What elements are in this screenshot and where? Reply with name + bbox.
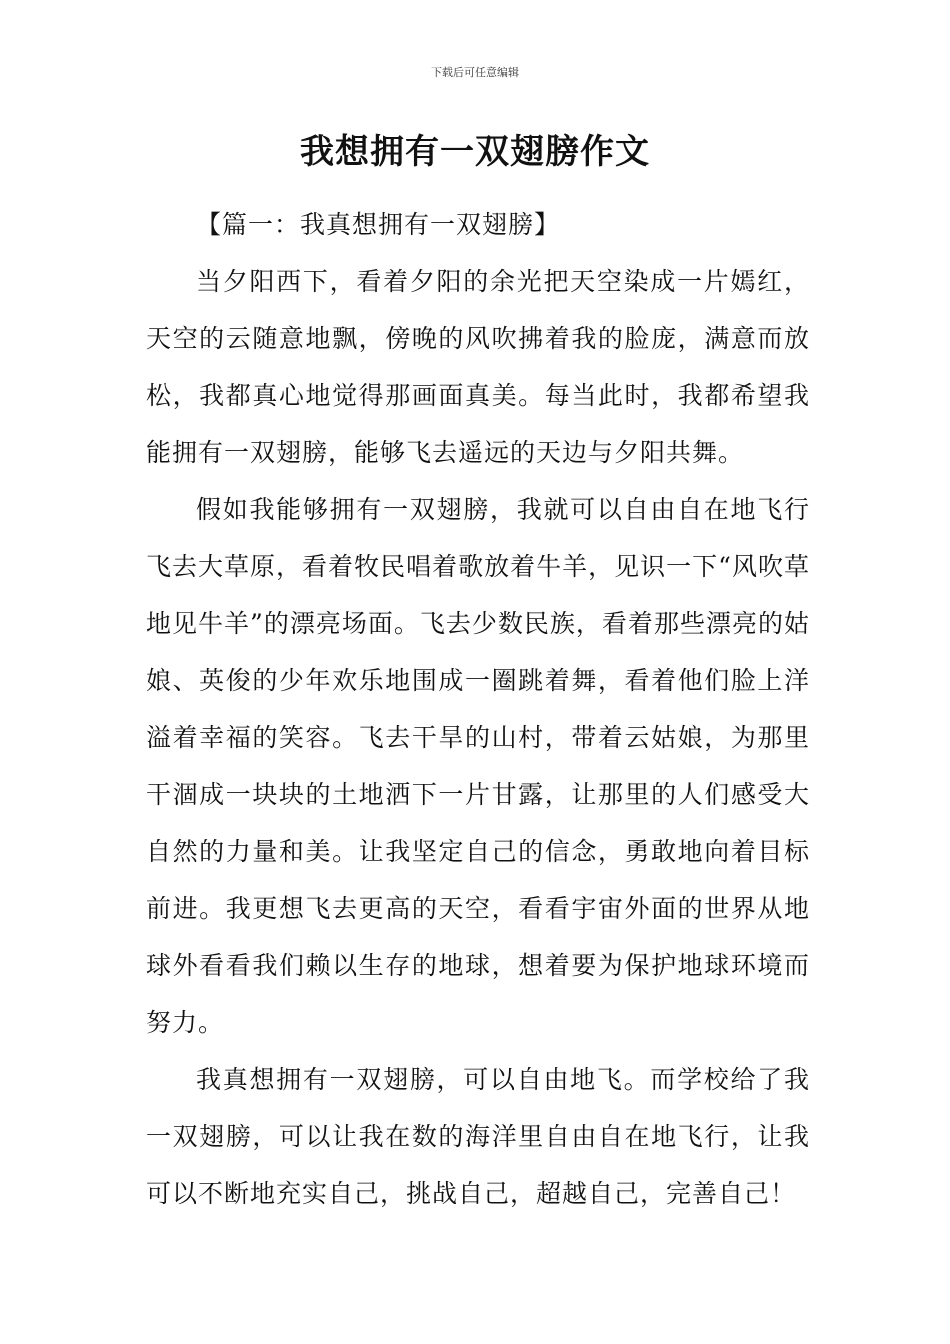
document-body bbox=[146, 196, 810, 1222]
document-title: 我想拥有一双翅膀作文 bbox=[300, 132, 650, 172]
paragraph-1: 当夕阳西下，看着夕阳的余光把天空染成一片嫣红，天空的云随意地飘，傍晚的风吹拂着我的脸庞，满意而放松，我都真心地觉得那画面真美。每当此时，我都希望我能拥有一双翅膀，能够飞去遥远的天边与夕阳共舞。 bbox=[146, 267, 810, 467]
paragraph-2: 假如我能够拥有一双翅膀，我就可以自由自在地飞行飞去大草原，看着牧民唱着歌放着牛羊，见识一下“风吹草地见牛羊”的漂亮场面。飞去少数民族，看着那些漂亮的姑娘、英俊的少年欢乐地围成一圈跳着舞，看着他们脸上洋溢着幸福的笑容。飞去干旱的山村，带着云姑娘，为那里干涸成一块块的土地洒下一片甘露，让那里的人们感受大自然的力量和美。让我坚定自己的信念，勇敢地向着目标前进。我更想飞去更高的天空，看看宇宙外面的世界从地球外看看我们赖以生存的地球，想着要为保护地球环境而努力。 bbox=[146, 495, 810, 1037]
header-note: 下载后可任意编辑 bbox=[431, 66, 519, 79]
section-heading: 【篇一：我真想拥有一双翅膀】 bbox=[196, 210, 561, 239]
paragraph-3: 我真想拥有一双翅膀，可以自由地飞。而学校给了我一双翅膀，可以让我在数的海洋里自由自在地飞行，让我可以不断地充实自己，挑战自己，超越自己，完善自己！ bbox=[146, 1065, 810, 1208]
